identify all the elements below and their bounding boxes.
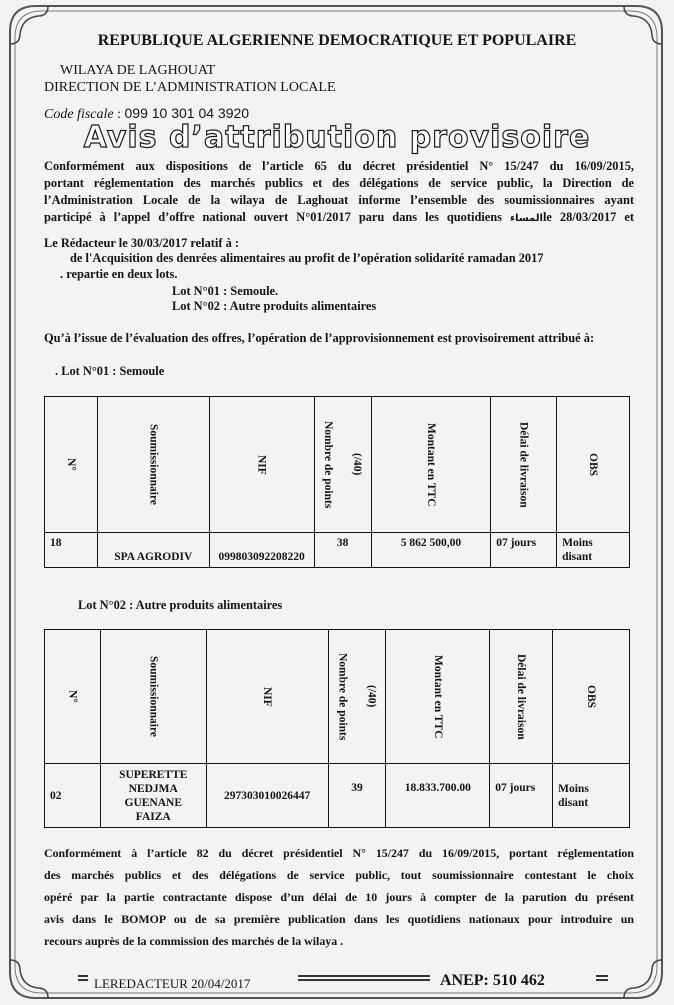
- table-row: [45, 764, 630, 828]
- arabic-newspaper: المساء: [510, 213, 543, 224]
- table-header-row: [45, 397, 630, 533]
- lot2-table: [44, 629, 630, 828]
- recourse-line: avis dans le BOMOP ou de sa première publication dans les quotidiens nationaux pour introduire un: [44, 912, 634, 926]
- header-soumissionnaire: Soumissionnaire: [147, 424, 160, 505]
- lot2-line: Lot N°02 : Autre produits alimentaires: [172, 299, 377, 313]
- header-points: Nombre de points: [322, 420, 335, 509]
- cell-nif: 297303010026447: [224, 789, 311, 802]
- lot1-line: Lot N°01 : Semoule.: [172, 284, 279, 298]
- acquisition-line: de l'Acquisition des denrées alimentaires au profit de l’opération solidarité ramadan 2017: [70, 251, 544, 265]
- header-nif: NIF: [261, 686, 274, 707]
- header-no: N°: [66, 690, 79, 703]
- lot1-heading: . Lot N°01 : Semoule: [55, 364, 165, 378]
- obs-line: disant: [562, 551, 593, 563]
- obs-line: disant: [558, 796, 589, 809]
- cell-obs: [557, 533, 629, 567]
- intro-line: Conformément aux dispositions de l’article 65 du décret présidentiel N° 15/247 du 16/09/2015,: [44, 159, 634, 173]
- header-obs: OBS: [587, 452, 600, 476]
- recourse-paragraph: [44, 842, 634, 952]
- header-soumissionnaire: Soumissionnaire: [147, 656, 160, 737]
- intro-line-4: [44, 209, 634, 227]
- code-fiscale-value: 099 10 301 04 3920: [124, 105, 250, 121]
- cell-points: 38: [336, 537, 349, 549]
- recourse-line: recours auprès de la commission des marchés de la wilaya .: [44, 934, 344, 948]
- header-points-scale: (/40): [351, 453, 364, 476]
- intro-paragraph: [44, 158, 634, 227]
- cell-delai: 07 jours: [496, 537, 537, 549]
- soumissionnaire-line: NEDJMA: [128, 782, 178, 795]
- lot2-heading: Lot N°02 : Autre produits alimentaires: [78, 598, 283, 612]
- recourse-line: opéré par la partie contractante dispose d’un délai de 10 jours à compter de la parution du présent: [44, 890, 634, 904]
- obs-line: Moins: [562, 537, 593, 549]
- table-row: [45, 533, 630, 568]
- notice-heading: Avis d’attribution provisoire: [83, 120, 591, 155]
- repartie-line: . repartie en deux lots.: [60, 267, 178, 281]
- soumissionnaire-line: GUENANE: [124, 796, 183, 809]
- cell-delai: 07 jours: [495, 782, 536, 794]
- intro-line: portant réglementation des marchés publics et des délégations de service public, la Direction de: [44, 176, 634, 190]
- lot1-table: [44, 396, 630, 568]
- header-montant: Montant en TTC: [431, 654, 444, 739]
- code-fiscale-sep: :: [113, 107, 125, 122]
- footer-anep: ANEP: 510 462: [440, 972, 545, 989]
- cell-no: 02: [50, 789, 62, 802]
- document-title: REPUBLIQUE ALGERIENNE DEMOCRATIQUE ET POPULAIRE: [97, 32, 577, 49]
- header-montant: Montant en TTC: [424, 422, 437, 507]
- header-delai: Délai de livraison: [517, 421, 530, 508]
- cell-montant: 18.833.700.00: [404, 782, 471, 794]
- header-nif: NIF: [255, 454, 268, 475]
- soumissionnaire-line: SUPERETTE: [119, 768, 188, 781]
- header-obs: OBS: [585, 684, 598, 708]
- intro-line-4b: le 28/03/2017 et: [542, 210, 634, 224]
- header-delai: Délai de livraison: [515, 653, 528, 740]
- cell-nif: 099803092208220: [218, 551, 305, 563]
- cell-no: 18: [50, 537, 62, 549]
- redacteur-line: Le Rédacteur le 30/03/2017 relatif à :: [44, 236, 239, 250]
- cell-obs: [553, 779, 629, 813]
- cell-points: 39: [351, 782, 363, 794]
- direction-name: DIRECTION DE L’ADMINISTRATION LOCALE: [44, 80, 336, 95]
- issue-line: Qu’à l’issue de l’évaluation des offres, l’opération de l’approvisionnement est provisoirement attribué à:: [44, 331, 595, 345]
- cell-soumissionnaire: SPA AGRODIV: [114, 551, 193, 563]
- header-no: N°: [64, 458, 77, 471]
- header-points-scale: (/40): [365, 685, 378, 708]
- intro-line-4a: participé à l’appel d’offre national ouvert N°01/2017 paru dans les quotidiens: [44, 210, 511, 224]
- intro-line: l’Administration Locale de la wilaya de Laghouat informe l’ensemble des soumissionnaires ayant: [44, 193, 634, 207]
- wilaya-name: WILAYA DE LAGHOUAT: [60, 63, 216, 78]
- header-points: Nombre de points: [336, 652, 349, 741]
- obs-line: Moins: [558, 782, 589, 795]
- recourse-line: Conformément à l’article 82 du décret présidentiel N° 15/247 du 16/09/2015, portant réglementation: [44, 846, 634, 860]
- cell-soumissionnaire: [101, 765, 206, 827]
- code-fiscale-label: Code fiscale: [44, 107, 114, 122]
- footer-redacteur: LEREDACTEUR 20/04/2017: [94, 976, 251, 991]
- cell-montant: 5 862 500,00: [400, 537, 462, 549]
- table-header-row: [45, 630, 630, 764]
- soumissionnaire-line: FAIZA: [135, 810, 171, 823]
- recourse-line: des marchés publics et des délégations de service public, tout soumissionnaire contestant le choix: [44, 868, 634, 882]
